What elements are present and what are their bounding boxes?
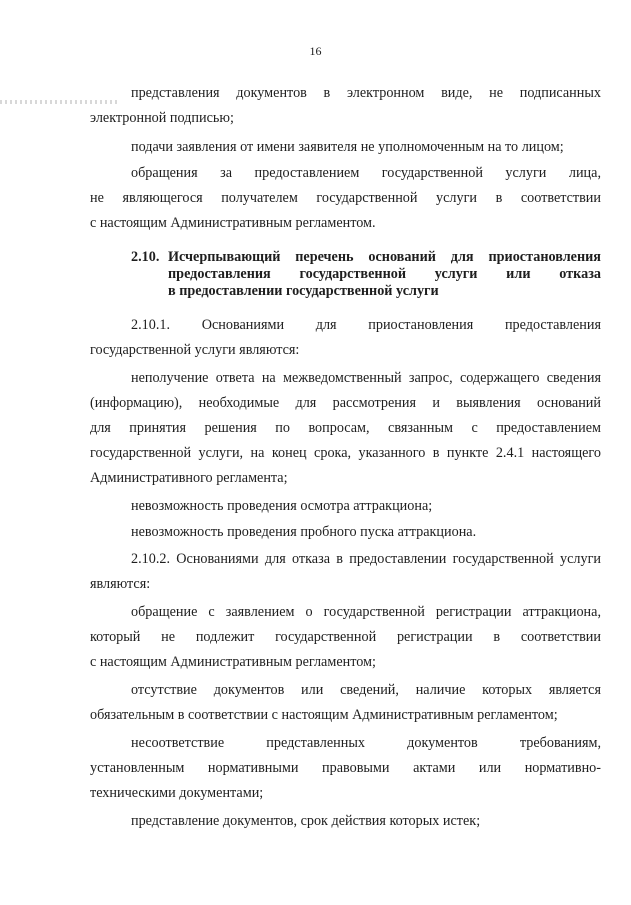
text-line: Административного регламента; [90,470,288,486]
text-line: 2.10.1. Основаниями для приостановления предоставления [131,317,601,333]
text-line: не являющегося получателем государственной услуги в соответствии [90,190,601,206]
text-line: государственной услуги являются: [90,342,300,358]
text-line: являются: [90,576,151,592]
text-line: подачи заявления от имени заявителя не уполномоченным на то лицом; [131,139,564,155]
text-line: представление документов, срок действия которых истек; [131,813,481,829]
section-heading-line: в предоставлении государственной услуги [168,283,439,299]
text-line: 2.10.2. Основаниями для отказа в предоставлении государственной услуги [131,551,601,567]
text-line: неполучение ответа на межведомственный запрос, содержащего сведения [131,370,601,386]
page-number: 16 [309,44,322,58]
text-line: обязательным в соответствии с настоящим Административным регламентом; [90,707,558,723]
section-heading-line: предоставления государственной услуги или отказа [168,266,601,282]
text-line: с настоящим Административным регламентом. [90,215,376,231]
section-number: 2.10. [131,249,160,265]
text-line: невозможность проведения пробного пуска аттракциона. [131,524,477,540]
text-line: представления документов в электронном виде, не подписанных [131,85,601,101]
text-line: отсутствие документов или сведений, наличие которых является [131,682,601,698]
text-line: обращение с заявлением о государственной регистрации аттракциона, [131,604,601,620]
text-line: установленным нормативными правовыми актами или нормативно- [90,760,601,776]
text-line: для принятия решения по вопросам, связанным с предоставлением [90,420,601,436]
text-line: несоответствие представленных документов требованиям, [131,735,601,751]
text-line: (информацию), необходимые для рассмотрения и выявления оснований [90,395,601,411]
text-line: обращения за предоставлением государственной услуги лица, [131,165,601,181]
section-heading-line: Исчерпывающий перечень оснований для приостановления [168,249,601,265]
text-line: невозможность проведения осмотра аттракциона; [131,498,433,514]
text-line: государственной услуги, на конец срока, указанного в пункте 2.4.1 настоящего [90,445,601,461]
text-line: электронной подписью; [90,110,234,126]
scan-artifact [0,100,120,104]
text-line: который не подлежит государственной регистрации в соответствии [90,629,601,645]
text-line: техническими документами; [90,785,264,801]
text-line: с настоящим Административным регламентом; [90,654,376,670]
